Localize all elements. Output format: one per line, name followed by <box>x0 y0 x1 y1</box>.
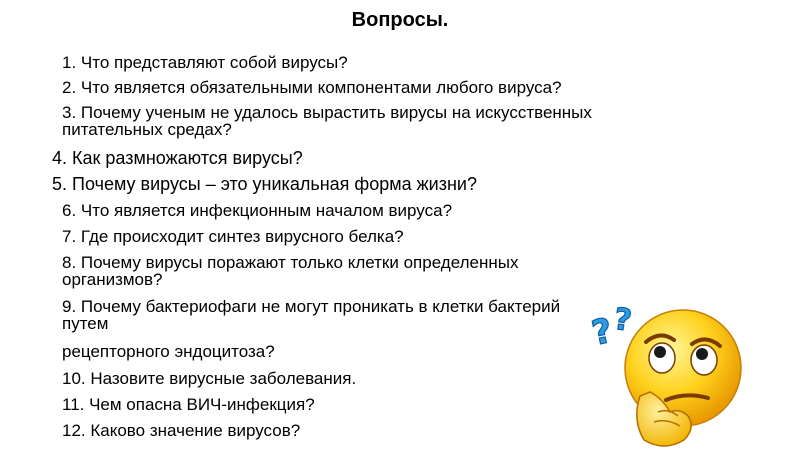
question-number: 8. <box>62 253 77 272</box>
question-mark-icon <box>588 302 633 354</box>
question-text: Почему ученым не удалось вырастить вирусы на искусственных <box>76 103 592 122</box>
question-10 <box>62 370 356 388</box>
question-7 <box>62 228 404 246</box>
question-8-continuation: организмов? <box>62 270 163 289</box>
question-6 <box>62 202 452 220</box>
question-text: Почему бактериофаги не могут проникать в клетки бактерий <box>76 297 561 316</box>
thinking-smiley-icon <box>588 300 758 450</box>
question-text: Что является обязательными компонентами любого вируса? <box>76 78 562 97</box>
question-number: 4. <box>52 148 68 168</box>
question-number: 11. <box>62 395 85 414</box>
svg-text:?: ? <box>611 301 634 339</box>
question-text: Где происходит синтез вирусного белка? <box>76 227 404 246</box>
question-text: Как размножаются вирусы? <box>67 148 303 168</box>
question-9-continuation-2: рецепторного эндоцитоза? <box>62 342 275 361</box>
question-number: 6. <box>62 201 77 220</box>
question-text: Назовите вирусные заболевания. <box>85 369 357 388</box>
question-number: 10. <box>62 369 86 388</box>
question-text: Что является инфекционным началом вируса? <box>76 201 453 220</box>
slide-title: Вопросы. <box>351 9 449 31</box>
question-text: Каково значение вирусов? <box>85 421 301 440</box>
question-12 <box>62 422 300 440</box>
question-number: 1. <box>62 53 77 72</box>
question-number: 5. <box>52 174 68 194</box>
question-3-continuation: питательных средах? <box>62 120 232 139</box>
question-9 <box>62 298 560 316</box>
svg-text:?: ? <box>588 310 617 354</box>
question-5 <box>52 175 477 193</box>
question-number: 3. <box>62 103 77 122</box>
question-text: Почему вирусы – это уникальная форма жизни? <box>67 174 477 194</box>
question-number: 7. <box>62 227 77 246</box>
question-text: Чем опасна ВИЧ-инфекция? <box>84 395 315 414</box>
question-11 <box>62 396 315 414</box>
question-1 <box>62 54 348 72</box>
question-number: 12. <box>62 421 86 440</box>
question-9-continuation: путем <box>62 314 109 333</box>
question-text: Что представляют собой вирусы? <box>76 53 348 72</box>
question-number: 2. <box>62 78 77 97</box>
question-2 <box>62 79 562 97</box>
question-4 <box>52 149 303 167</box>
question-text: Почему вирусы поражают только клетки определенных <box>76 253 519 272</box>
question-number: 9. <box>62 297 77 316</box>
